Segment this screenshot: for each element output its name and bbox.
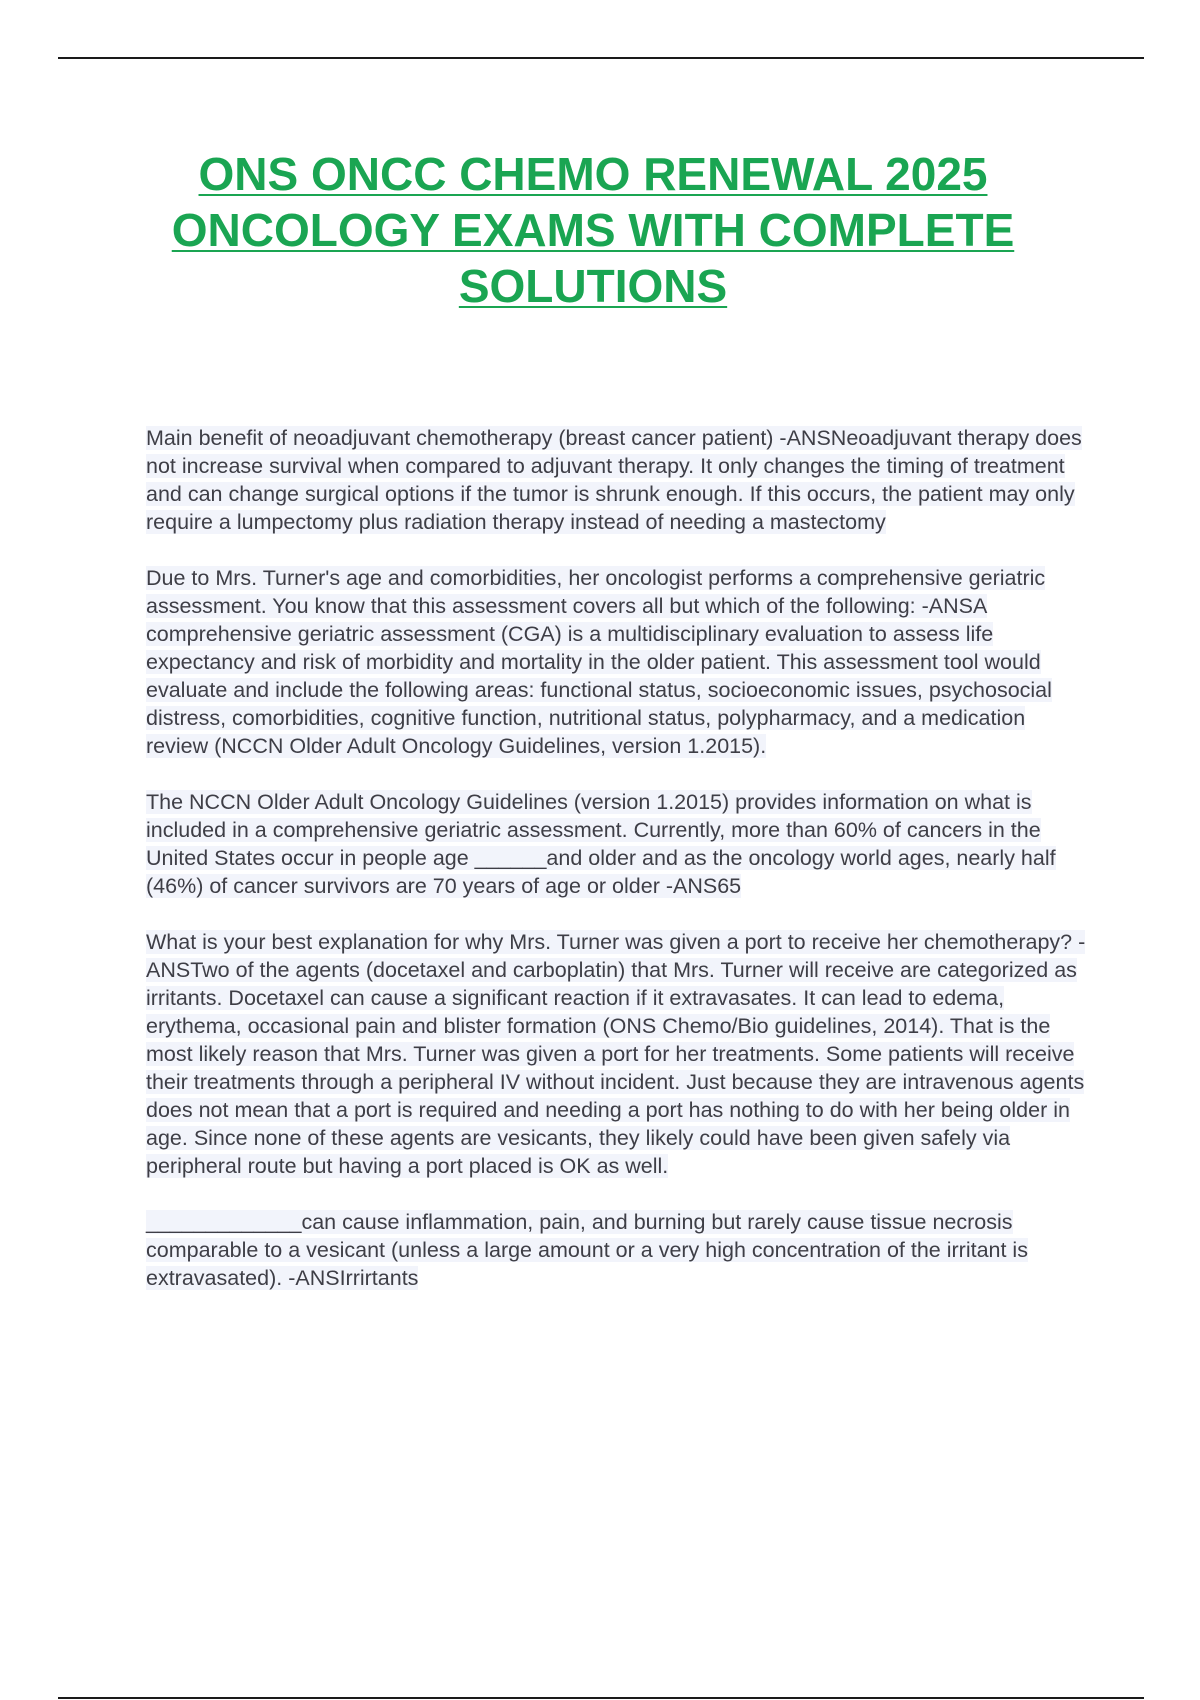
title-line: ONS ONCC CHEMO RENEWAL 2025 bbox=[198, 148, 988, 200]
qa-entry-text: Due to Mrs. Turner's age and comorbidities, her oncologist performs a comprehensive geriatric assessment. You know that this assessment covers all but which of the following: -ANSA comprehensive geriatric assessment (CGA) is a multidisciplinary evaluation to assess life expectancy and risk of morbidity and mortality in the older patient. This assessment tool would evaluate and include the following areas: functional status, socioeconomic issues, psychosocial distress, comorbidities, cognitive function, nutritional status, polypharmacy, and a medication review (NCCN Older Adult Oncology Guidelines, version 1.2015). bbox=[146, 566, 1052, 758]
bottom-rule bbox=[58, 1697, 1144, 1699]
qa-entry bbox=[146, 788, 1091, 900]
title-line: SOLUTIONS bbox=[458, 260, 728, 312]
qa-entry bbox=[146, 1208, 1091, 1292]
title-line: ONCOLOGY EXAMS WITH COMPLETE bbox=[171, 204, 1015, 256]
qa-entry bbox=[146, 424, 1091, 536]
document-title bbox=[100, 146, 1086, 314]
qa-entry-text: The NCCN Older Adult Oncology Guidelines (version 1.2015) provides information on what is included in a comprehensive geriatric assessment. Currently, more than 60% of cancers in the United States occur in people age ______and older and as the oncology world ages, nearly half (46%) of cancer survivors are 70 years of age or older -ANS65 bbox=[146, 790, 1056, 898]
top-rule bbox=[58, 57, 1144, 59]
qa-entry-text: What is your best explanation for why Mrs. Turner was given a port to receive her chemotherapy? -ANSTwo of the agents (docetaxel and carboplatin) that Mrs. Turner will receive are categorized as irritants. Docetaxel can cause a significant reaction if it extravasates. It can lead to edema, erythema, occasional pain and blister formation (ONS Chemo/Bio guidelines, 2014). That is the most likely reason that Mrs. Turner was given a port for her treatments. Some patients will receive their treatments through a peripheral IV without incident. Just because they are intravenous agents does not mean that a port is required and needing a port has nothing to do with her being older in age. Since none of these agents are vesicants, they likely could have been given safely via peripheral route but having a port placed is OK as well. bbox=[146, 930, 1086, 1178]
qa-entry bbox=[146, 564, 1091, 760]
qa-entry-text: Main benefit of neoadjuvant chemotherapy (breast cancer patient) -ANSNeoadjuvant therapy does not increase survival when compared to adjuvant therapy. It only changes the timing of treatment and can change surgical options if the tumor is shrunk enough. If this occurs, the patient may only require a lumpectomy plus radiation therapy instead of needing a mastectomy bbox=[146, 426, 1082, 534]
document-body bbox=[146, 424, 1091, 1320]
qa-entry bbox=[146, 928, 1091, 1180]
qa-entry-text: _____________can cause inflammation, pain, and burning but rarely cause tissue necrosis comparable to a vesicant (unless a large amount or a very high concentration of the irritant is extravasated). -ANSIrrirtants bbox=[146, 1210, 1028, 1290]
